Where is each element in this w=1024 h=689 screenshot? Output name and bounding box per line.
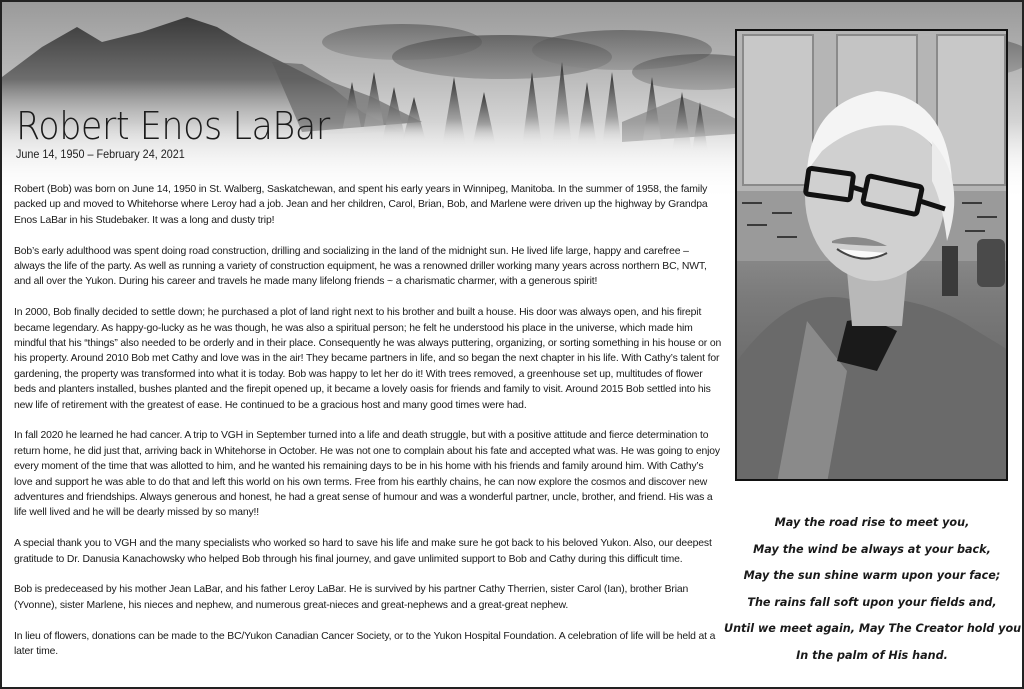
- obituary-body: [14, 182, 722, 675]
- deceased-name: Robert Enos LaBar: [16, 104, 330, 148]
- paragraph-illness: In fall 2020 he learned he had cancer. A trip to VGH in September turned into a life and death struggle, but with a positive attitude and fierce determination to return home, he did just that, arriving back in Whitehorse in October. He was not one to complain about his fate and accepted what was. He was going to enjoy every moment of the time that was allotted to him, and he wanted his remaining days to be in his home with his friends and family around him. With Cathy’s love and support he was able to do that and left this world on his own terms. Free from his earthly chains, he can now explore the cosmos and discover new adventures and friendships. Always generous and honest, he had a great sense of humour and was a wonderful partner, uncle, brother, and friend. His was a life well lived and he will be dearly missed by so many!!: [14, 430, 720, 519]
- paragraph-early-life: Robert (Bob) was born on June 14, 1950 in St. Walberg, Saskatchewan, and spent his early years in Winnipeg, Manitoba. In the summer of 1958, the family packed up and moved to Whitehorse where Leroy had a job. Jean and her children, Carol, Brian, Bob, and Marlene were driven up the highway by Grandpa Enos LaBar in his Studebaker. It was a long and dusty trip!: [14, 184, 708, 226]
- irish-blessing-poem: [724, 510, 1020, 670]
- poem-line: The rains fall soft upon your fields and,: [747, 595, 997, 609]
- paragraph-donations: In lieu of flowers, donations can be made to the BC/Yukon Canadian Cancer Society, or to the Yukon Hospital Foundation. A celebration of life will be held at a later time.: [14, 630, 716, 658]
- life-dates: June 14, 1950 – February 24, 2021: [16, 147, 185, 161]
- poem-line: In the palm of His hand.: [796, 648, 948, 662]
- paragraph-thanks: A special thank you to VGH and the many specialists who worked so hard to save his life and make sure he got back to his beloved Yukon. Also, our deepest gratitude to Dr. Danusia Kanachowsky who helped Bob through his final journey, and gave unlimited support to Bob and Cathy during this difficult time.: [14, 538, 712, 565]
- poem-line: May the sun shine warm upon your face;: [743, 569, 1001, 583]
- poem-line: May the wind be always at your back,: [753, 542, 991, 556]
- poem-line: Until we meet again, May The Creator hold you: [724, 622, 1022, 636]
- paragraph-family: Bob is predeceased by his mother Jean LaBar, and his father Leroy LaBar. He is survived by his partner Cathy Therrien, sister Carol (Ian), brother Brian (Yvonne), sister Marlene, his nieces and nephew, and numerous great-nieces and great-nephews and a great-great nephew.: [14, 584, 689, 611]
- title-block: [16, 106, 357, 161]
- paragraph-settling-down: In 2000, Bob finally decided to settle down; he purchased a plot of land right next to his brother and built a house. His door was always open, and his firepit became legendary. As happy-go-lucky as he was though, he was also a spiritual person; he felt he understood his place in the universe, which made him mindful that his “things” also needed to be orderly and in their place. Consequently he was always puttering, organizing, or sorting something in his house or on his property. Around 2010 Bob met Cathy and love was in the air! They became partners in life, and so began the next chapter in his life. With Cathy’s talent for gardening, the property was transformed into what it is today. Bob was happy to let her do it! With trees removed, a greenhouse set up, multitudes of flower beds and planters installed, bushes planted and the firepit opened up, it became a lovely oasis for friends and family to visit. Around 2015 Bob settled into his new life of retirement with the greatest of ease. He continued to be a gracious host and many good times were had.: [14, 307, 722, 411]
- poem-line: May the road rise to meet you,: [774, 516, 970, 529]
- paragraph-adulthood: Bob’s early adulthood was spent doing road construction, drilling and socializing in the land of the midnight sun. He lived life large, happy and carefree – always the life of the party. As well as running a variety of construction equipment, he was a renowned driller working many years across northern BC, NWT, and all over the Yukon. During his career and travels he made many lifelong friends ~ a charismatic charmer, with a generous spirit!: [14, 245, 707, 288]
- portrait-photo: [735, 29, 1008, 481]
- portrait-illustration: [737, 31, 1008, 481]
